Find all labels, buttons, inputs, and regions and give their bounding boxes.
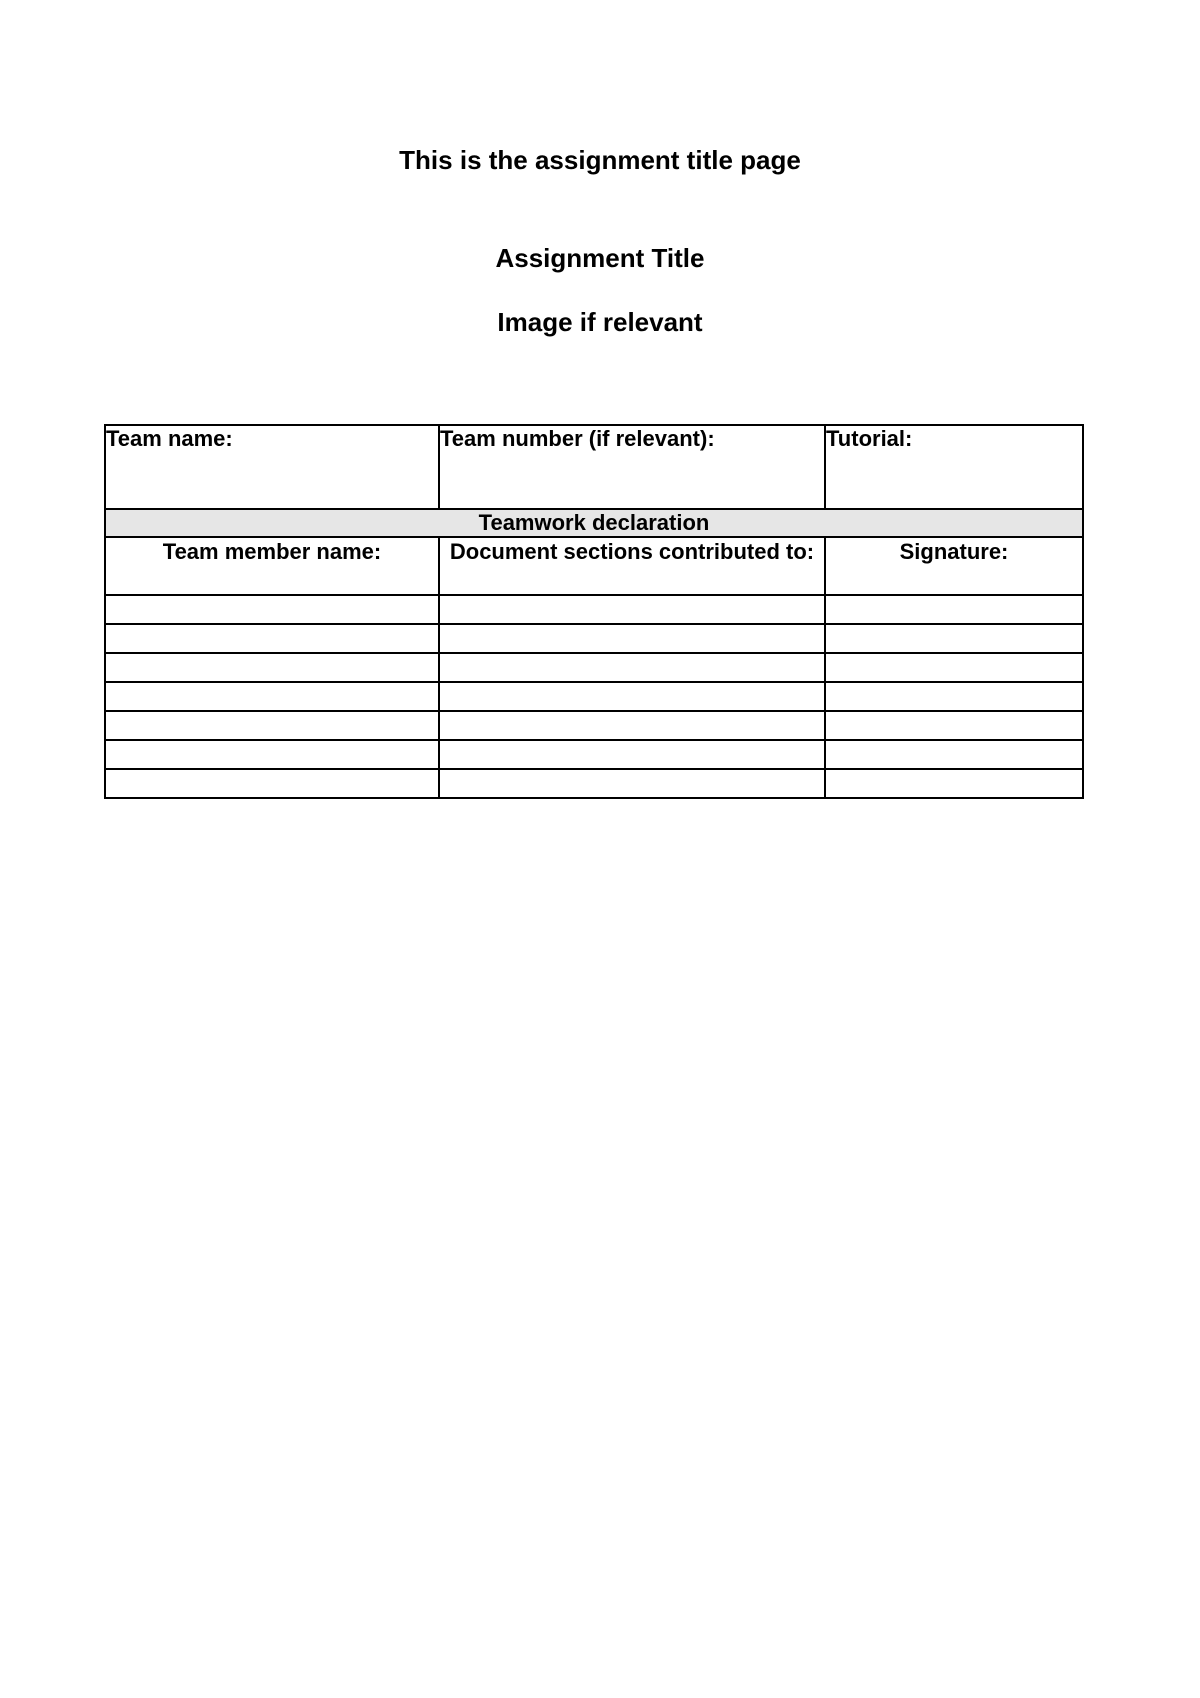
declaration-row: [105, 509, 1083, 537]
assignment-title: Assignment Title: [495, 243, 705, 273]
table-row: [105, 769, 1083, 798]
sections-cell[interactable]: [439, 595, 825, 624]
teamwork-table: [104, 424, 1084, 799]
team-name-label: Team name:: [106, 426, 233, 451]
table-row: [105, 653, 1083, 682]
team-number-label: Team number (if relevant):: [440, 426, 715, 451]
member-name-cell[interactable]: [105, 624, 439, 653]
column-header-document-sections: Document sections contributed to:: [439, 537, 825, 595]
image-placeholder-text: Image if relevant: [497, 307, 703, 337]
member-name-cell[interactable]: [105, 740, 439, 769]
table-row: [105, 595, 1083, 624]
member-name-cell[interactable]: [105, 682, 439, 711]
member-name-cell[interactable]: [105, 769, 439, 798]
tutorial-label: Tutorial:: [826, 426, 913, 451]
sections-cell[interactable]: [439, 740, 825, 769]
signature-cell[interactable]: [825, 711, 1083, 740]
signature-cell[interactable]: [825, 624, 1083, 653]
column-header-signature: Signature:: [825, 537, 1083, 595]
signature-cell[interactable]: [825, 769, 1083, 798]
table-row: [105, 740, 1083, 769]
signature-cell[interactable]: [825, 595, 1083, 624]
sections-cell[interactable]: [439, 624, 825, 653]
page-title: This is the assignment title page: [399, 145, 801, 175]
signature-cell[interactable]: [825, 653, 1083, 682]
member-name-cell[interactable]: [105, 653, 439, 682]
column-header-member-name: Team member name:: [105, 537, 439, 595]
table-row: [105, 711, 1083, 740]
team-info-row: [105, 425, 1083, 509]
signature-cell[interactable]: [825, 740, 1083, 769]
table-row: [105, 682, 1083, 711]
member-header-row: [105, 537, 1083, 595]
tutorial-cell[interactable]: [825, 425, 1083, 509]
sections-cell[interactable]: [439, 682, 825, 711]
member-name-cell[interactable]: [105, 711, 439, 740]
sections-cell[interactable]: [439, 769, 825, 798]
member-name-cell[interactable]: [105, 595, 439, 624]
signature-cell[interactable]: [825, 682, 1083, 711]
sections-cell[interactable]: [439, 711, 825, 740]
teamwork-declaration-heading: Teamwork declaration: [105, 509, 1083, 537]
team-name-cell[interactable]: [105, 425, 439, 509]
sections-cell[interactable]: [439, 653, 825, 682]
table-row: [105, 624, 1083, 653]
team-number-cell[interactable]: [439, 425, 825, 509]
